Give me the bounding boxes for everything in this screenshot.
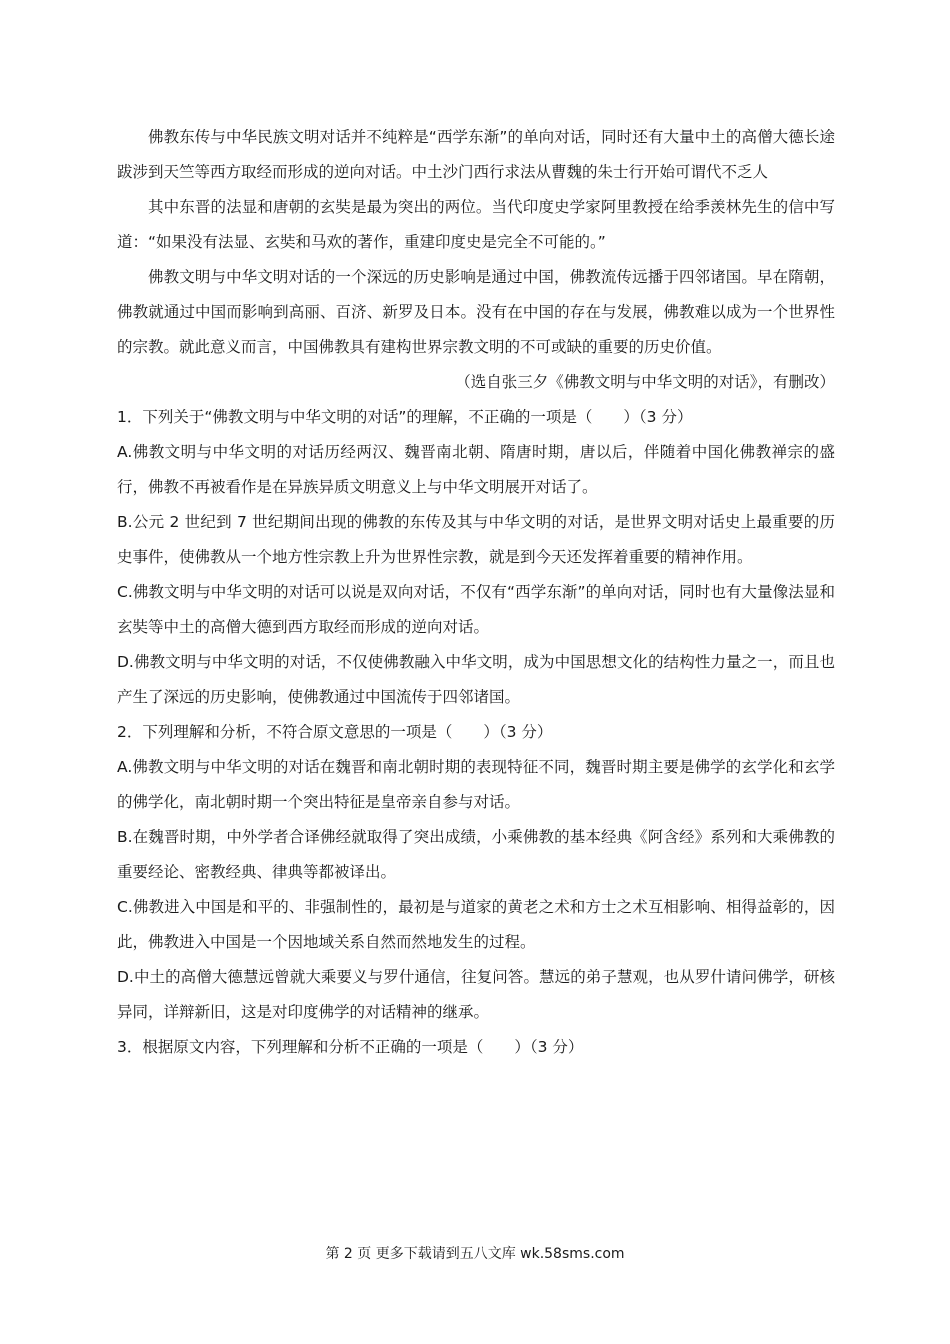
page-footer: 第 2 页 更多下载请到五八文库 wk.58sms.com (325, 1246, 625, 1262)
passage-source: （选自张三夕《佛教文明与中华文明的对话》，有删改） (455, 373, 835, 391)
question-stem: 2．下列理解和分析，不符合原文意思的一项是（ ）（3 分） (117, 723, 553, 741)
question-3 (117, 1030, 835, 1065)
option-a: A.佛教文明与中华文明的对话历经两汉、魏晋南北朝、隋唐时期，唐以后，伴随着中国化佛教禅宗的盛行，佛教不再被看作是在异族异质文明意义上与中华文明展开对话了。 (117, 443, 835, 496)
option-c: C.佛教进入中国是和平的、非强制性的，最初是与道家的黄老之术和方士之术互相影响、相得益彰的，因此，佛教进入中国是一个因地域关系自然而然地发生的过程。 (117, 898, 835, 951)
question-1 (117, 400, 835, 715)
option-a: A.佛教文明与中华文明的对话在魏晋和南北朝时期的表现特征不同，魏晋时期主要是佛学的玄学化和玄学的佛学化，南北朝时期一个突出特征是皇帝亲自参与对话。 (117, 758, 835, 811)
option-b: B.公元 2 世纪到 7 世纪期间出现的佛教的东传及其与中华文明的对话，是世界文明对话史上最重要的历史事件，使佛教从一个地方性宗教上升为世界性宗教，就是到今天还发挥着重要的精神作用。 (117, 513, 835, 566)
question-2 (117, 715, 835, 1030)
document-body (117, 120, 835, 1065)
option-c: C.佛教文明与中华文明的对话可以说是双向对话，不仅有“西学东渐”的单向对话，同时也有大量像法显和玄奘等中土的高僧大德到西方取经而形成的逆向对话。 (117, 583, 835, 636)
option-d: D.佛教文明与中华文明的对话，不仅使佛教融入中华文明，成为中国思想文化的结构性力量之一，而且也产生了深远的历史影响，使佛教通过中国流传于四邻诸国。 (117, 653, 835, 706)
question-stem: 3．根据原文内容，下列理解和分析不正确的一项是（ ）（3 分） (117, 1038, 584, 1056)
passage-paragraph: 其中东晋的法显和唐朝的玄奘是最为突出的两位。当代印度史学家阿里教授在给季羡林先生的信中写道：“如果没有法显、玄奘和马欢的著作，重建印度史是完全不可能的。” (117, 198, 835, 251)
reading-passage (117, 120, 835, 400)
passage-paragraph: 佛教东传与中华民族文明对话并不纯粹是“西学东渐”的单向对话，同时还有大量中土的高僧大德长途跋涉到天竺等西方取经而形成的逆向对话。中土沙门西行求法从曹魏的朱士行开始可谓代不乏人 (117, 128, 835, 181)
passage-paragraph: 佛教文明与中华文明对话的一个深远的历史影响是通过中国，佛教流传远播于四邻诸国。早在隋朝，佛教就通过中国而影响到高丽、百济、新罗及日本。没有在中国的存在与发展，佛教难以成为一个世界性的宗教。就此意义而言，中国佛教具有建构世界宗教文明的不可或缺的重要的历史价值。 (117, 268, 835, 356)
question-stem: 1．下列关于“佛教文明与中华文明的对话”的理解，不正确的一项是（ ）（3 分） (117, 408, 693, 426)
option-d: D.中土的高僧大德慧远曾就大乘要义与罗什通信，往复问答。慧远的弟子慧观，也从罗什请问佛学，研核异同，详辩新旧，这是对印度佛学的对话精神的继承。 (117, 968, 835, 1021)
option-b: B.在魏晋时期，中外学者合译佛经就取得了突出成绩，小乘佛教的基本经典《阿含经》系列和大乘佛教的重要经论、密教经典、律典等都被译出。 (117, 828, 835, 881)
